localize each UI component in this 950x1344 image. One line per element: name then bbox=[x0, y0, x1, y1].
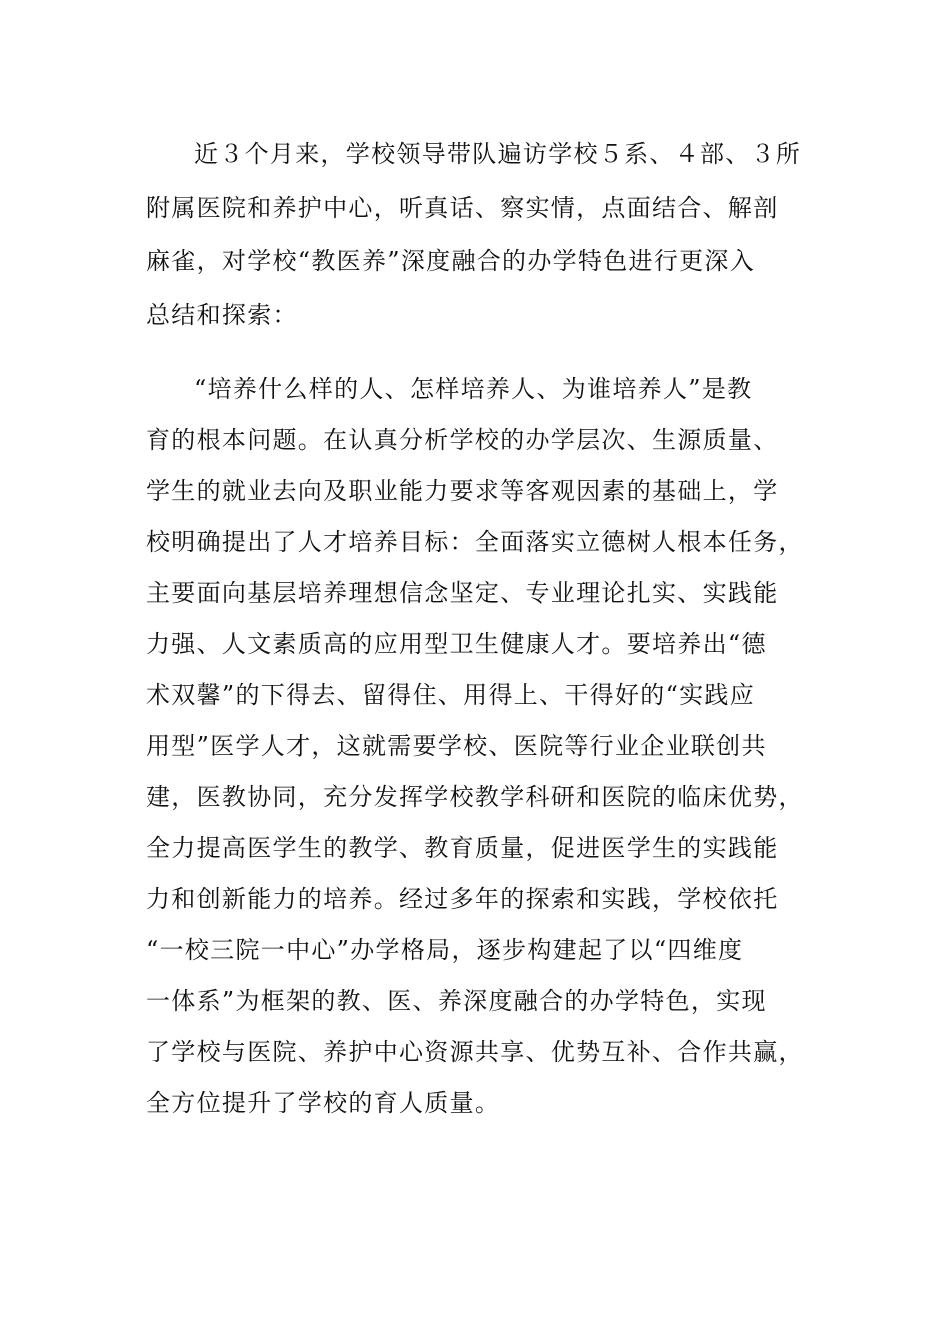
text-line: 用型”医学人才，这就需要学校、医院等行业企业联创共 bbox=[146, 732, 767, 760]
text-line: 总结和探索： bbox=[146, 300, 298, 329]
text-line: 麻雀，对学校“教医养”深度融合的办学特色进行更深入 bbox=[146, 247, 756, 275]
text-line: 建，医教协同，充分发挥学校教学科研和医院的临床优势， bbox=[146, 783, 804, 811]
text-line: 术双馨”的下得去、留得住、用得上、干得好的“实践应 bbox=[146, 681, 756, 709]
text-line: 近３个月来，学校领导带队遍访学校５系、４部、３所 bbox=[194, 140, 802, 168]
text-line: 全方位提升了学校的育人质量。 bbox=[146, 1089, 501, 1117]
paragraph-intro bbox=[146, 134, 802, 335]
text-line: 学生的就业去向及职业能力要求等客观因素的基础上，学 bbox=[146, 477, 779, 505]
text-line: “培养什么样的人、怎样培养人、为谁培养人”是教 bbox=[194, 375, 753, 403]
text-line: 力强、人文素质高的应用型卫生健康人才。要培养出“德 bbox=[146, 630, 767, 658]
text-line: 了学校与医院、养护中心资源共享、优势互补、合作共赢， bbox=[146, 1038, 804, 1066]
text-line: 育的根本问题。在认真分析学校的办学层次、生源质量、 bbox=[146, 426, 779, 454]
text-line: 力和创新能力的培养。经过多年的探索和实践，学校依托 bbox=[146, 885, 779, 913]
text-line: 附属医院和养护中心，听真话、察实情，点面结合、解剖 bbox=[146, 193, 779, 222]
text-line: 一体系”为框架的教、医、养深度融合的办学特色，实现 bbox=[146, 987, 767, 1015]
text-line: 全力提高医学生的教学、教育质量，促进医学生的实践能 bbox=[146, 834, 779, 862]
text-line: 校明确提出了人才培养目标：全面落实立德树人根本任务， bbox=[146, 528, 804, 556]
text-line: 主要面向基层培养理想信念坚定、专业理论扎实、实践能 bbox=[146, 579, 779, 607]
paragraph-body bbox=[146, 370, 804, 1122]
text-line: “一校三院一中心”办学格局，逐步构建起了以“四维度 bbox=[146, 936, 744, 964]
